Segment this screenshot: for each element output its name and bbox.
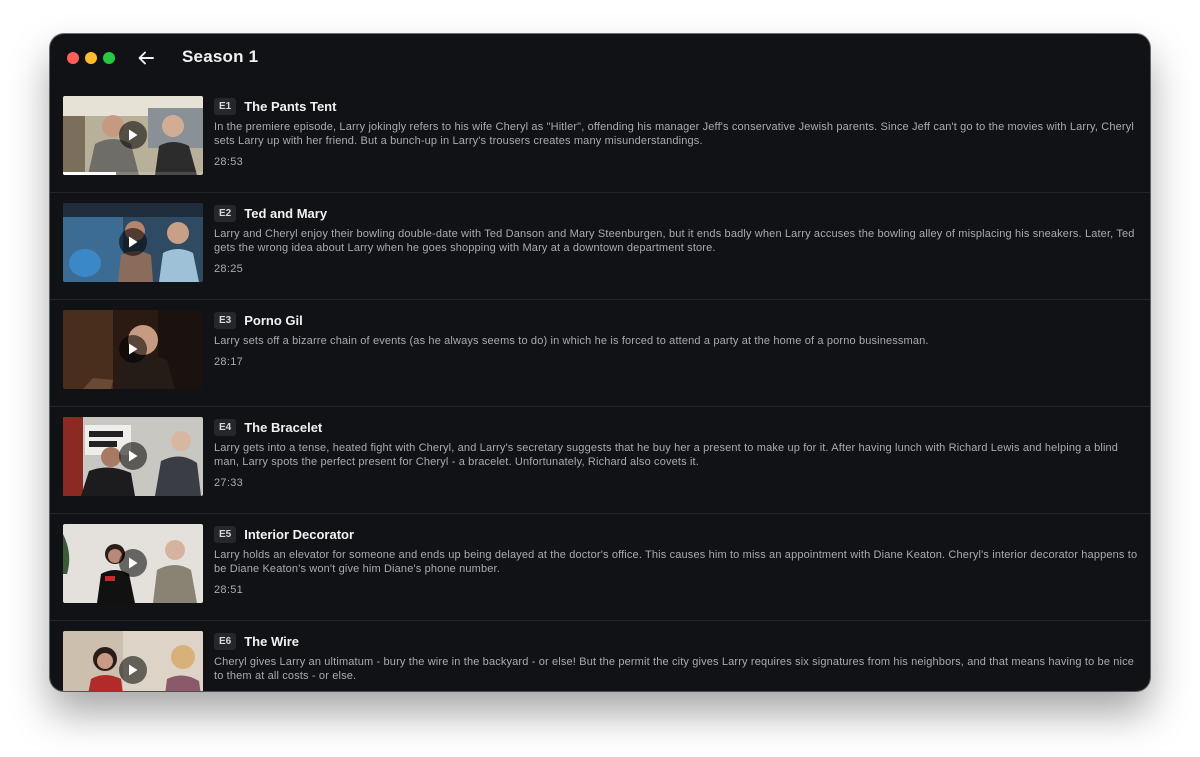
episode-number-badge: E3: [214, 312, 236, 329]
episode-thumbnail[interactable]: [63, 203, 203, 282]
play-icon: [128, 236, 138, 248]
zoom-window-button[interactable]: [103, 52, 115, 64]
episode-description: Larry holds an elevator for someone and ends up being delayed at the doctor's office. This causes him to miss an appointment with Diane Keaton. Cheryl's interior decorator happens to be Diane Keaton's won't give him Diane's phone number.: [214, 549, 1138, 575]
page-title: Season 1: [182, 47, 259, 66]
play-icon: [128, 557, 138, 569]
episode-row[interactable]: [50, 621, 1150, 691]
episode-description: In the premiere episode, Larry jokingly refers to his wife Cheryl as "Hitler", offending his manager Jeff's conservative Jewish parents. Since Jeff can't go to the movies with Larry, Cheryl sets Larry up with her friend. But a bunch-up in Larry's trousers creates many misunderstandings.: [214, 121, 1134, 147]
episode-thumbnail[interactable]: [63, 417, 203, 496]
episode-thumbnail[interactable]: [63, 631, 203, 691]
episode-title[interactable]: The Bracelet: [244, 419, 323, 435]
play-button[interactable]: [119, 335, 147, 363]
episode-meta: [214, 96, 1138, 168]
episode-title[interactable]: Interior Decorator: [244, 526, 355, 542]
episode-meta: [214, 524, 1138, 596]
app-window: [50, 34, 1150, 691]
episode-runtime: 27:33: [214, 477, 244, 489]
episode-title[interactable]: The Wire: [244, 633, 300, 649]
episode-description: Cheryl gives Larry an ultimatum - bury the wire in the backyard - or else! But the permit the city gives Larry requires six signatures from his neighbors, and that means having to be nice to them at all costs - or else.: [214, 656, 1135, 682]
episode-runtime: 28:17: [214, 356, 244, 368]
episode-meta: [214, 203, 1138, 275]
close-window-button[interactable]: [67, 52, 79, 64]
episode-meta: [214, 310, 1138, 368]
watch-progress-fill: [63, 172, 116, 175]
titlebar: [50, 34, 1150, 82]
play-button[interactable]: [119, 121, 147, 149]
episode-thumbnail[interactable]: [63, 310, 203, 389]
play-icon: [128, 343, 138, 355]
episode-number-badge: E4: [214, 419, 236, 436]
episode-title[interactable]: The Pants Tent: [244, 98, 337, 114]
episode-number-badge: E5: [214, 526, 236, 543]
episode-runtime: 28:53: [214, 156, 244, 168]
episode-number-badge: E1: [214, 98, 236, 115]
episode-runtime: 28:25: [214, 263, 244, 275]
play-icon: [128, 129, 138, 141]
back-button[interactable]: [134, 46, 158, 70]
episode-number-badge: E6: [214, 633, 236, 650]
episode-title[interactable]: Ted and Mary: [244, 205, 328, 221]
episode-description: Larry gets into a tense, heated fight with Cheryl, and Larry's secretary suggests that he buy her a present to make up for it. After having lunch with Richard Lewis and helping a blind man, Larry spots the perfect present for Cheryl - a bracelet. Unfortunately, Richard also covets it.: [214, 442, 1119, 468]
episode-number-badge: E2: [214, 205, 236, 222]
play-icon: [128, 664, 138, 676]
episode-row[interactable]: [50, 407, 1150, 514]
episode-list: [50, 86, 1150, 691]
episode-row[interactable]: [50, 300, 1150, 407]
play-icon: [128, 450, 138, 462]
episode-thumbnail[interactable]: [63, 524, 203, 603]
play-button[interactable]: [119, 228, 147, 256]
play-button[interactable]: [119, 549, 147, 577]
episode-runtime: 28:51: [214, 584, 244, 596]
watch-progress-bar: [63, 172, 203, 175]
episode-thumbnail[interactable]: [63, 96, 203, 175]
episode-title[interactable]: Porno Gil: [244, 312, 303, 328]
episode-description: Larry sets off a bizarre chain of events (as he always seems to do) in which he is forced to attend a party at the home of a porno businessman.: [214, 335, 929, 347]
episode-meta: [214, 631, 1138, 683]
play-button[interactable]: [119, 442, 147, 470]
minimize-window-button[interactable]: [85, 52, 97, 64]
episode-row[interactable]: [50, 86, 1150, 193]
episode-row[interactable]: [50, 193, 1150, 300]
arrow-left-icon: [138, 51, 154, 65]
play-button[interactable]: [119, 656, 147, 684]
episode-description: Larry and Cheryl enjoy their bowling double-date with Ted Danson and Mary Steenburgen, but it ends badly when Larry accuses the bowling alley of misplacing his sneakers. Later, Ted gets the wrong idea about Larry when he goes shopping with Mary at a downtown department store.: [214, 228, 1135, 254]
episode-row[interactable]: [50, 514, 1150, 621]
episode-meta: [214, 417, 1138, 489]
